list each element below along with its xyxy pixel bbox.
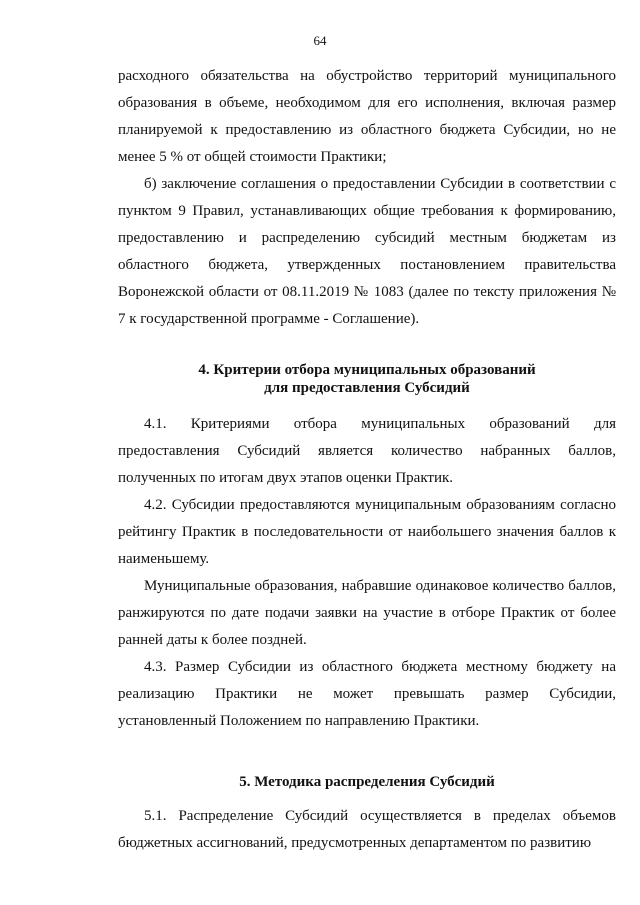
paragraph-4-2-ranking: Муниципальные образования, набравшие одинаковое количество баллов, ранжируются по дате подачи заявки на участие в отборе Практик от более ранней даты к более поздней. [118,578,616,648]
section-5-heading-line: 5. Методика распределения Субсидий [239,774,495,790]
paragraph-4-1: 4.1. Критериями отбора муниципальных образований для предоставления Субсидий является количество набранных баллов, полученных по итогам двух этапов оценки Практик. [118,416,616,486]
section-5-heading [118,773,616,791]
page-number: 64 [313,33,327,48]
document-body [118,63,616,857]
paragraph-continuation: расходного обязательства на обустройство территорий муниципального образования в объеме, необходимом для его исполнения, включая размер планируемой к предоставлению из областного бюджета Субсидии, но не менее 5 % от общей стоимости Практики; [118,68,616,165]
paragraph-5-1: 5.1. Распределение Субсидий осуществляется в пределах объемов бюджетных ассигнований, предусмотренных департаментом по развитию [118,808,616,851]
paragraph-4-2: 4.2. Субсидии предоставляются муниципальным образованиям согласно рейтингу Практик в последовательности от наибольшего значения баллов к наименьшему. [118,497,616,567]
paragraph-item-b: б) заключение соглашения о предоставлении Субсидии в соответствии с пунктом 9 Правил, устанавливающих общие требования к формированию, предоставлению и распределению субсидий местным бюджетам из областного бюджета, утвержденных постановлением правительства Воронежской области от 08.11.2019 № 1083 (далее по тексту приложения № 7 к государственной программе - Соглашение). [118,176,616,327]
paragraph-4-3: 4.3. Размер Субсидии из областного бюджета местному бюджету на реализацию Практики не может превышать размер Субсидии, установленный Положением по направлению Практики. [118,659,616,729]
section-4-heading [118,361,616,397]
section-4-heading-line-2: для предоставления Субсидий [264,380,470,396]
section-4-heading-line-1: 4. Критерии отбора муниципальных образований [198,362,536,378]
